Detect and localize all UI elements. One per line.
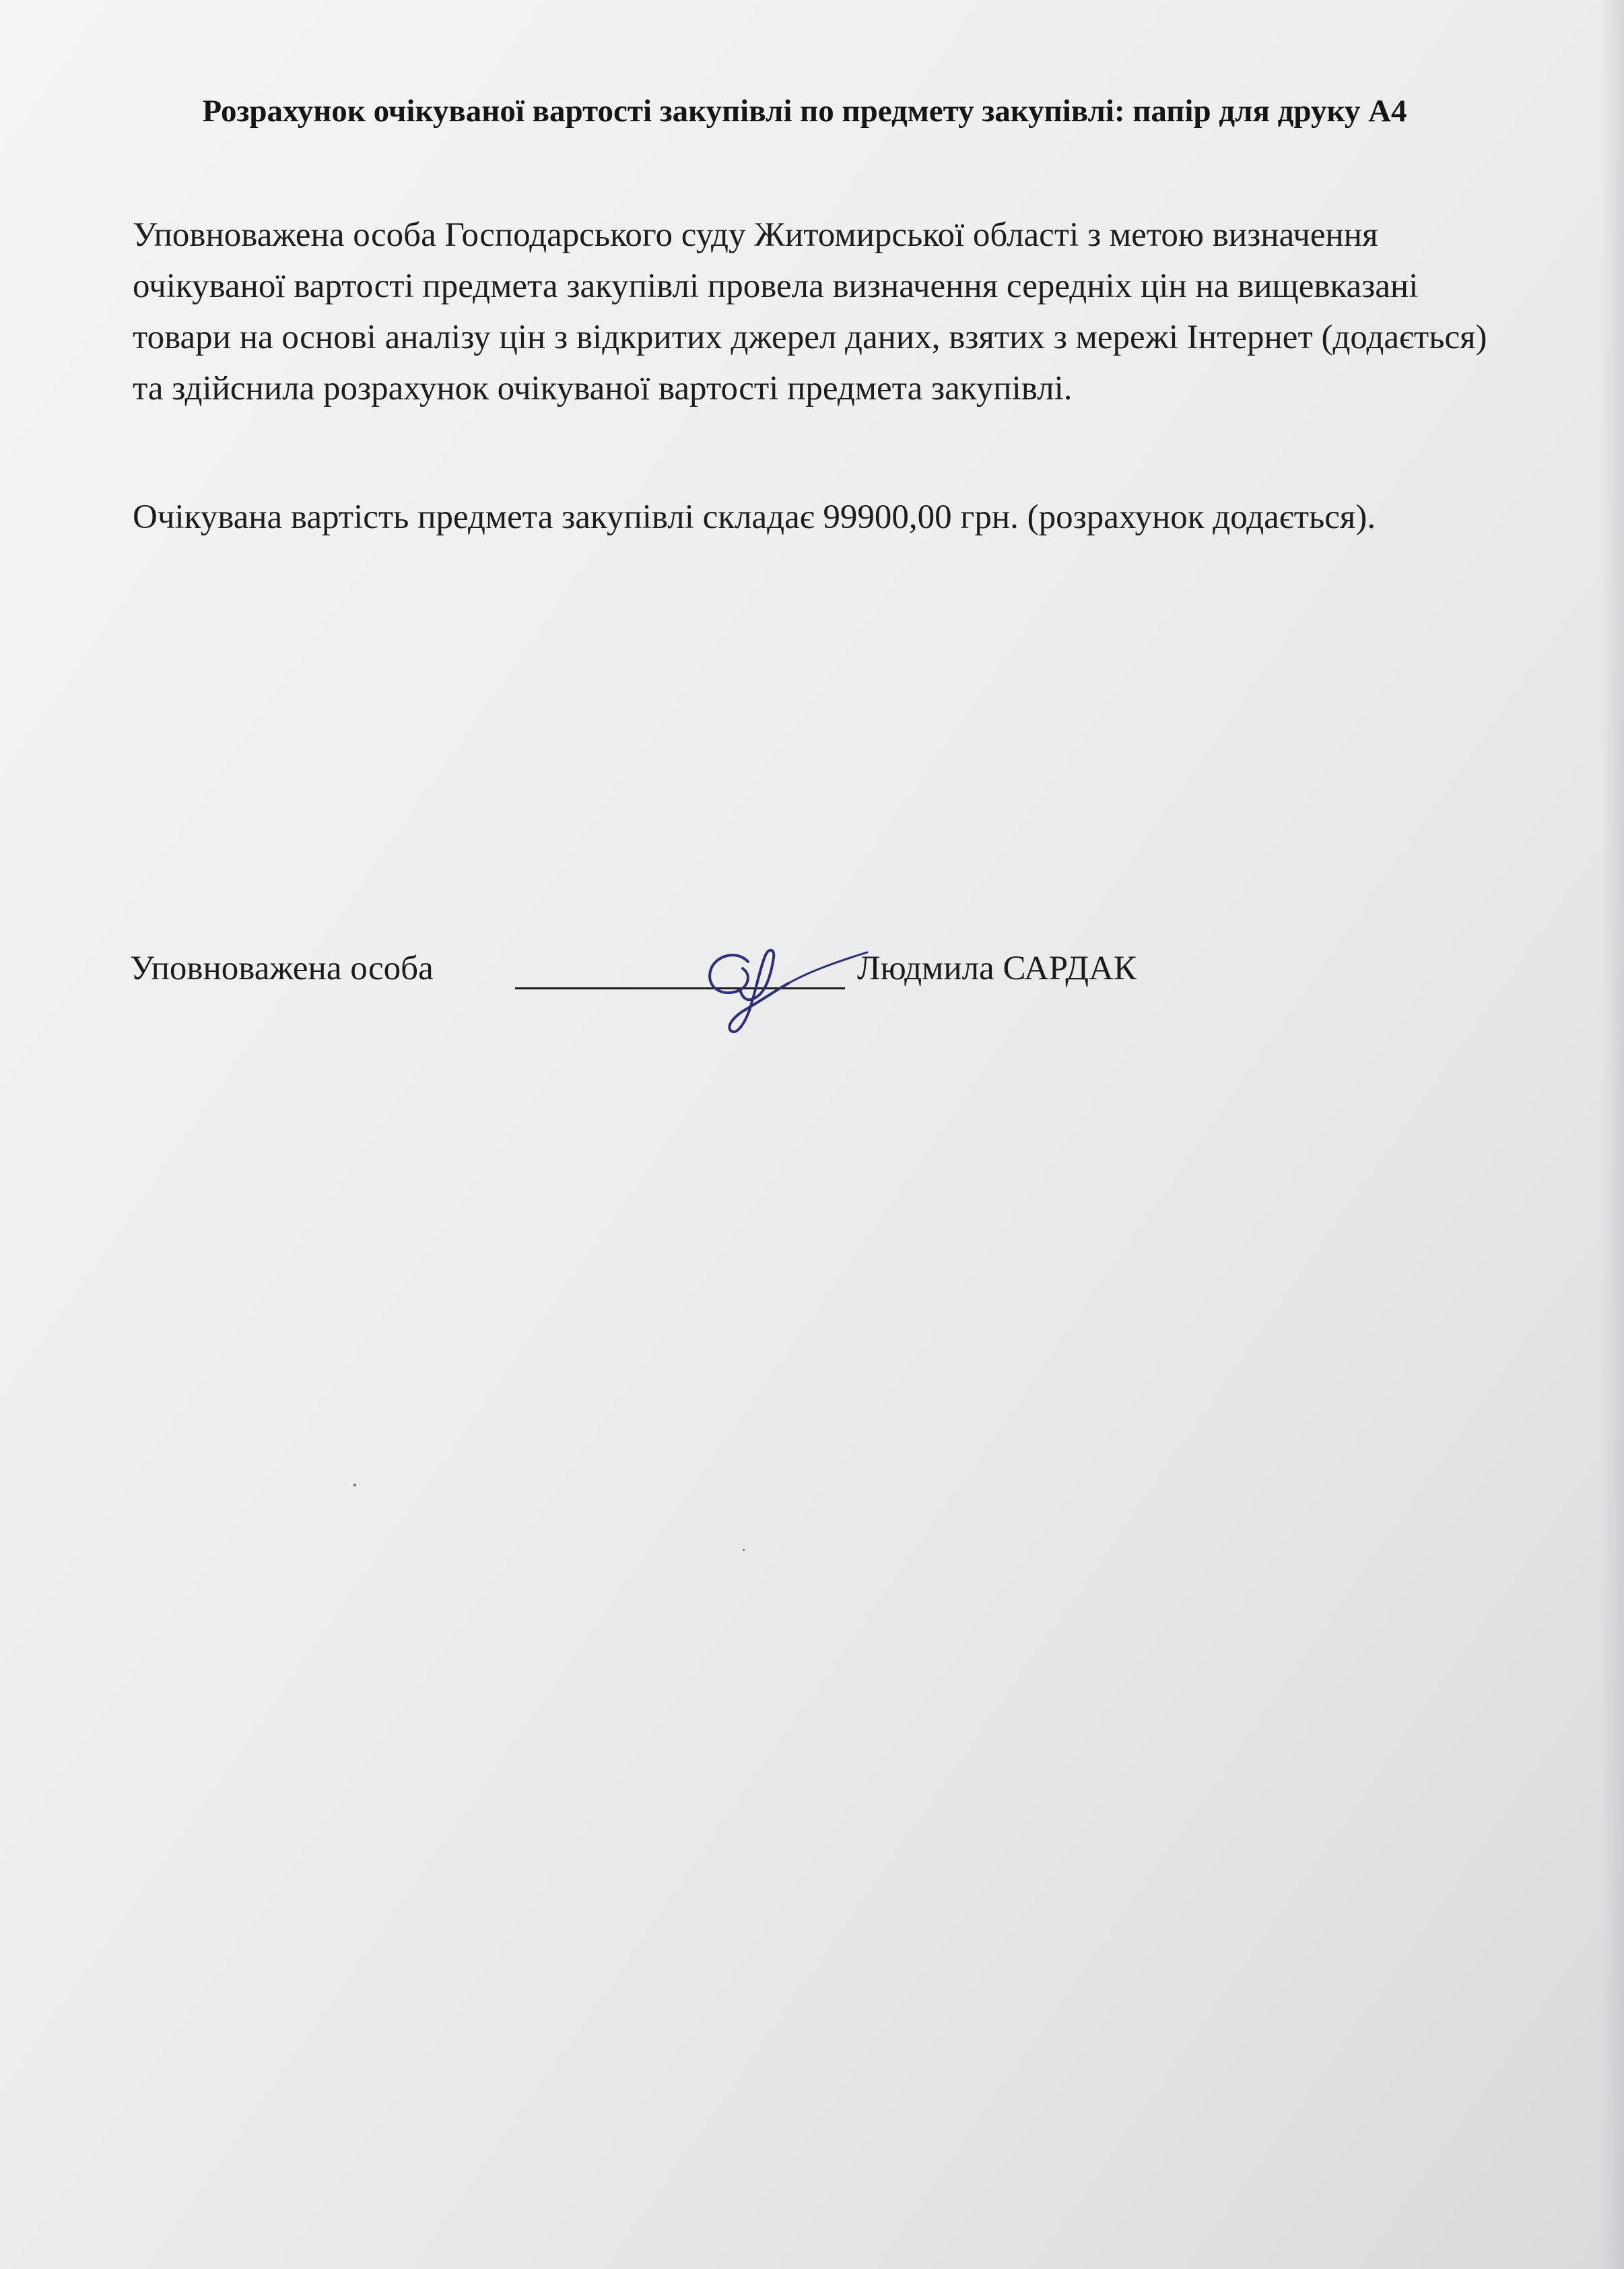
paper-speck <box>743 1549 745 1551</box>
signature-block <box>130 943 1342 1024</box>
document-title: Розрахунок очікуваної вартості закупівлі по предмету закупівлі: папір для друку А4 <box>202 94 1407 129</box>
signatory-name: Людмила САРДАК <box>857 950 1137 987</box>
paragraph-method: Уповноважена особа Господарського суду Житомирської області з метою визначення очікуваної вартості предмета закупівлі провела визначення середніх цін на вищевказані товари на основі аналізу цін з відкритих джерел даних, взятих з мережі Інтернет (додається) та здійснила розрахунок очікуваної вартості предмета закупівлі. <box>133 216 1487 407</box>
paper-speck <box>353 1484 356 1486</box>
paper-edge-shadow <box>1600 0 1624 2269</box>
paragraph-expected-cost: Очікувана вартість предмета закупівлі складає 99900,00 грн. (розрахунок додається). <box>133 498 1376 536</box>
signatory-role: Уповноважена особа <box>130 950 434 987</box>
